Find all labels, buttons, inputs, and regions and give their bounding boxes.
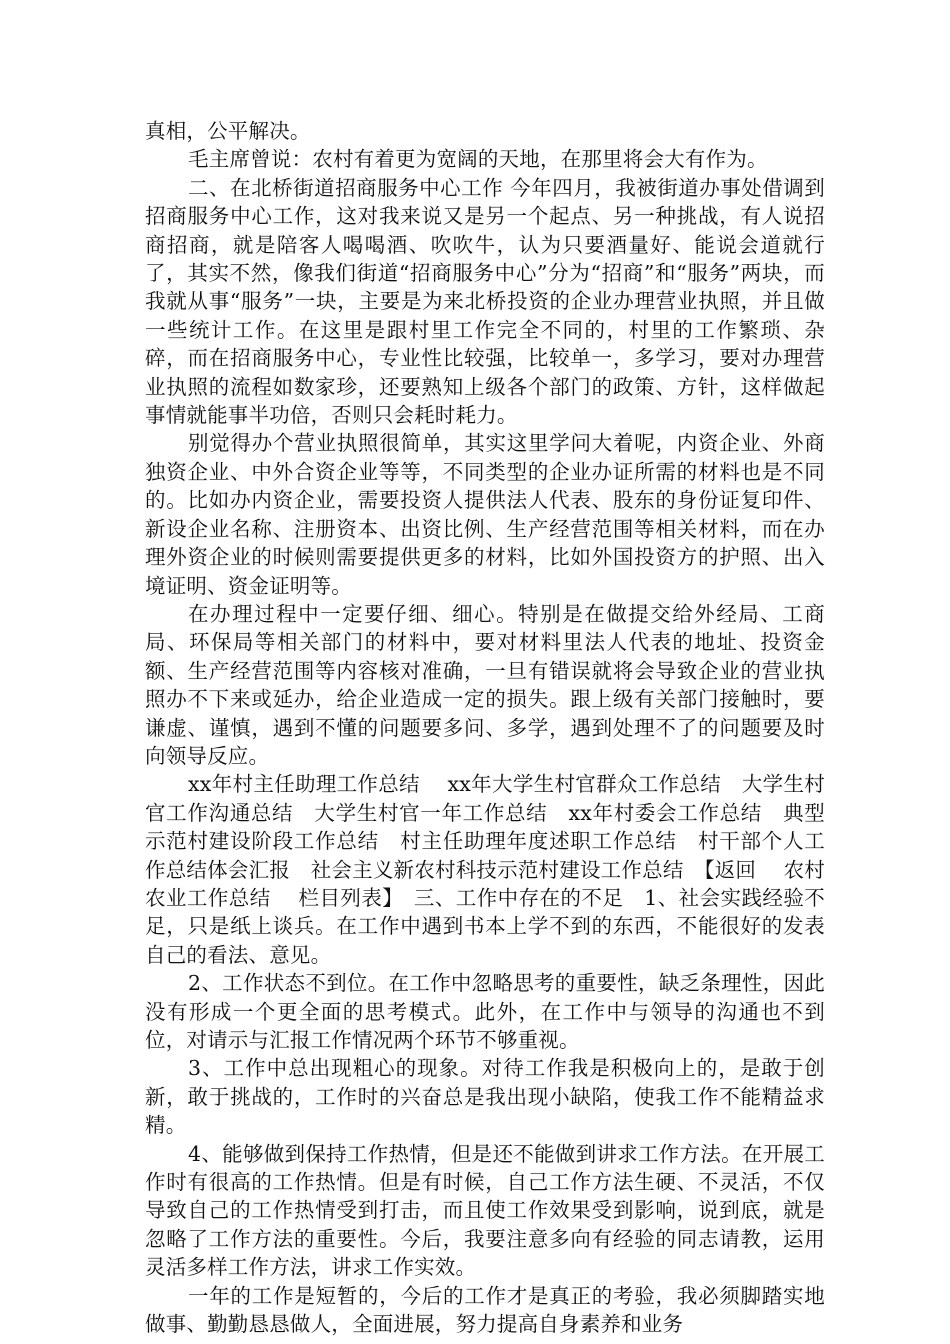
paragraph-7: 2、工作状态不到位。在工作中忽略思考的重要性，缺乏条理性，因此没有形成一个更全面的思考模式。此外，在工作中与领导的沟通也不到位，对请示与汇报工作情况两个环节不够重视。 [145, 971, 825, 1052]
paragraph-5: 在办理过程中一定要仔细、细心。特别是在做提交给外经局、工商局、环保局等相关部门的材料中，要对材料里法人代表的地址、投资金额、生产经营范围等内容核对准确，一旦有错误就将会导致企业的营业执照办不下来或延办，给企业造成一定的损失。跟上级有关部门接触时，要谦虚、谨慎，遇到不懂的问题要多问、多学，遇到处理不了的问题要及时向领导反应。 [145, 601, 825, 768]
paragraph-1: 真相，公平解决。 [145, 119, 311, 143]
paragraph-10: 一年的工作是短暂的，今后的工作才是真正的考验，我必须脚踏实地做事、勤勤恳恳做人，全面进展，努力提高自身素养和业务 [145, 1283, 825, 1337]
paragraph-8: 3、工作中总出现粗心的现象。对待工作我是积极向上的，是敢于创新，敢于挑战的，工作时的兴奋总是我出现小缺陷，使我工作不能精益求精。 [145, 1056, 825, 1138]
document-page [145, 117, 825, 1338]
paragraph-9: 4、能够做到保持工作热情，但是还不能做到讲求工作方法。在开展工作时有很高的工作热情。但是有时候，自己工作方法生硬、不灵活，不仅导致自己的工作热情受到打击，而且使工作效果受到影响，说到底，就是忽略了工作方法的重要性。今后，我要注意多向有经验的同志请教，运用灵活多样工作方法，讲求工作实效。 [145, 1141, 825, 1280]
paragraph-3: 二、在北桥街道招商服务中心工作 今年四月，我被街道办事处借调到招商服务中心工作，这对我来说又是另一个起点、另一种挑战，有人说招商招商，就是陪客人喝喝酒、吹吹牛，认为只要酒量好、能说会道就行了，其实不然，像我们街道“招商服务中心”分为“招商”和“服务”两块，而我就从事“服务”一块，主要是为来北桥投资的企业办理营业执照，并且做一些统计工作。在这里是跟村里工作完全不同的，村里的工作繁琐、杂碎，而在招商服务中心，专业性比较强，比较单一，多学习，要对办理营业执照的流程如数家珍，还要熟知上级各个部门的政策、方针，这样做起事情就能事半功倍，否则只会耗时耗力。 [145, 175, 825, 428]
paragraph-4: 别觉得办个营业执照很简单，其实这里学问大着呢，内资企业、外商独资企业、中外合资企业等等，不同类型的企业办证所需的材料也是不同的。比如办内资企业，需要投资人提供法人代表、股东的身份证复印件、新设企业名称、注册资本、出资比例、生产经营范围等相关材料，而在办理外资企业的时候则需要提供更多的材料，比如外国投资方的护照、出入境证明、资金证明等。 [145, 431, 825, 598]
paragraph-6: xx年村主任助理工作总结 xx年大学生村官群众工作总结 大学生村官工作沟通总结 大学生村官一年工作总结 xx年村委会工作总结 典型示范村建设阶段工作总结 村主任助理年度述职工作总结 村干部个人工作总结体会汇报 社会主义新农村科技示范村建设工作总结 【返回 农村农业工作总结 栏目列表】 三、工作中存在的不足 1、社会实践经验不足，只是纸上谈兵。在工作中遇到书本上学不到的东西，不能很好的发表自己的看法、意见。 [145, 772, 825, 967]
paragraph-2: 毛主席曾说：农村有着更为宽阔的天地，在那里将会大有作为。 [188, 147, 768, 172]
